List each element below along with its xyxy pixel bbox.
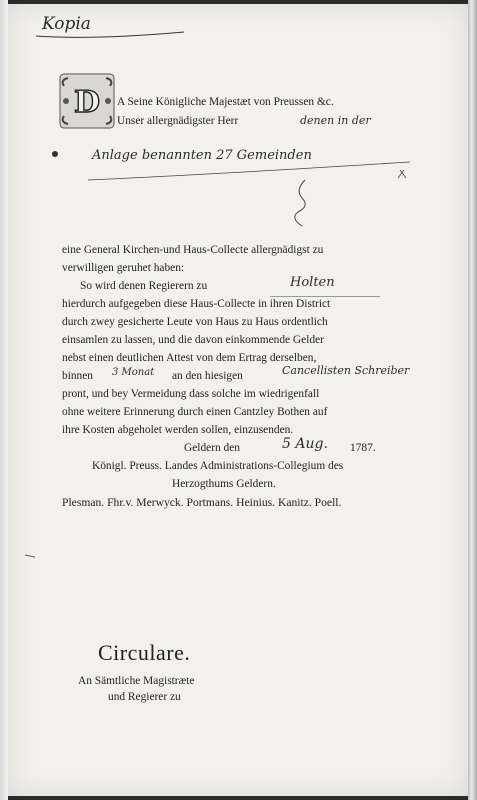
header-handwritten-3: Anlage benannten 27 Gemeinden (92, 148, 312, 163)
dateline-year: 1787. (350, 442, 376, 454)
authority-line-1: Königl. Preuss. Landes Administrations-Collegium des (92, 460, 344, 472)
body-line-1: eine General Kirchen-und Haus-Collecte allergnädigst zu (62, 244, 324, 256)
body-line-7: nebst einen deutlichen Attest von dem Ertrag derselben, (62, 352, 317, 364)
svg-text:D: D (73, 85, 101, 120)
body-line-8a: binnen (62, 370, 94, 382)
handwritten-place: Holten (290, 275, 335, 290)
handwritten-recipient: Cancellisten Schreiber (282, 364, 410, 377)
body-line-6: einsamlen zu lassen, und die davon einkommende Gelder (62, 334, 324, 346)
circulare-title: Circulare. (98, 640, 191, 665)
authority-line-2: Herzogthums Geldern. (172, 478, 276, 490)
margin-mark (20, 545, 50, 565)
body-line-8b: an den hiesigen (172, 370, 243, 382)
header-handwritten-2: denen in der (300, 114, 371, 127)
left-page-edge (0, 0, 8, 800)
body-line-3: So wird denen Regierern zu (80, 280, 208, 292)
dateline-place: Geldern den (184, 442, 240, 454)
circulare-line-2: und Regierer zu (108, 691, 181, 703)
body-line-9: pront, und bey Vermeidung dass solche im wiedrigenfall (62, 388, 320, 400)
decorative-initial-d-icon (58, 72, 116, 130)
kopia-note: Kopia (42, 14, 91, 34)
body-line-2: verwilligen geruhet haben: (62, 262, 185, 274)
body-line-5: durch zwey gesicherte Leute von Haus zu Haus ordentlich (62, 316, 328, 328)
body-line-4: hierdurch aufgegeben diese Haus-Collecte in ihren District (62, 298, 331, 310)
pen-flourish-mark (40, 140, 440, 240)
header-line-2: Unser allergnädigster Herr (117, 115, 239, 127)
body-line-11: ihre Kosten abgeholet werden sollen, einzusenden. (62, 424, 294, 436)
handwritten-period: 3 Monat (112, 367, 155, 378)
handwritten-date: 5 Aug. (282, 436, 328, 452)
header-line-1: A Seine Königliche Majestæt von Preussen &c. (117, 96, 334, 108)
body-line-10: ohne weitere Erinnerung durch einen Cantzley Bothen auf (62, 406, 328, 418)
right-binding-edge (468, 0, 477, 800)
signatures: Plesman. Fhr.v. Merwyck. Portmans. Heinius. Kanitz. Poell. (62, 496, 342, 509)
circulare-line-1: An Sämtliche Magistræte (78, 675, 195, 687)
